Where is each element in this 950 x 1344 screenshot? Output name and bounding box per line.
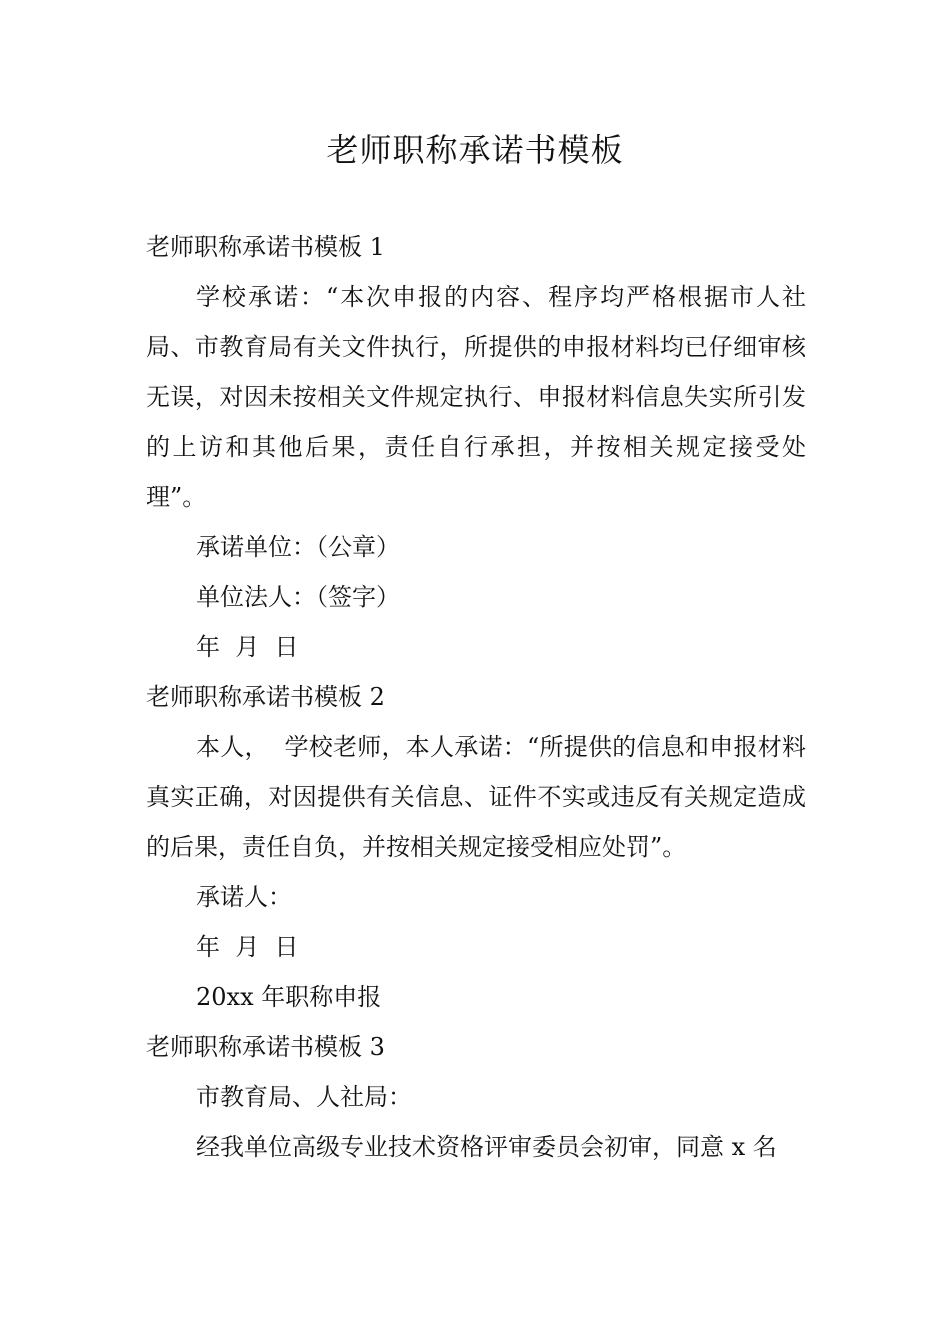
document-title: 老师职称承诺书模板 [326,131,624,169]
section-1-paragraph-2: 承诺单位：（公章） [196,533,400,561]
section-2-paragraph-4: 20xx 年职称申报 [196,983,382,1011]
section-2-paragraph-3: 年 月 日 [196,933,299,961]
section-2-paragraph-1: 本人， 学校老师，本人承诺：“所提供的信息和申报材料真实正确，对因提供有关信息、证件不实或违反有关规定造成的后果，责任自负，并按相关规定接受相应处罚”。 [146,733,806,861]
document-body [146,222,806,1172]
section-1-paragraph-1: 学校承诺：“本次申报的内容、程序均严格根据市人社局、市教育局有关文件执行，所提供的申报材料均已仔细审核无误，对因未按相关文件规定执行、申报材料信息失实所引发的上访和其他后果，责任自行承担，并按相关规定接受处理”。 [146,283,806,511]
section-heading-1: 老师职称承诺书模板 1 [146,233,385,261]
section-2-paragraph-2: 承诺人： [196,883,292,911]
section-heading-2: 老师职称承诺书模板 2 [146,683,385,711]
section-3-paragraph-2: 经我单位高级专业技术资格评审委员会初审，同意 x 名 [196,1133,777,1161]
section-3-paragraph-1: 市教育局、人社局： [196,1083,412,1111]
section-1-paragraph-3: 单位法人：（签字） [196,583,400,611]
section-heading-3: 老师职称承诺书模板 3 [146,1033,385,1061]
section-1-paragraph-4: 年 月 日 [196,633,299,661]
